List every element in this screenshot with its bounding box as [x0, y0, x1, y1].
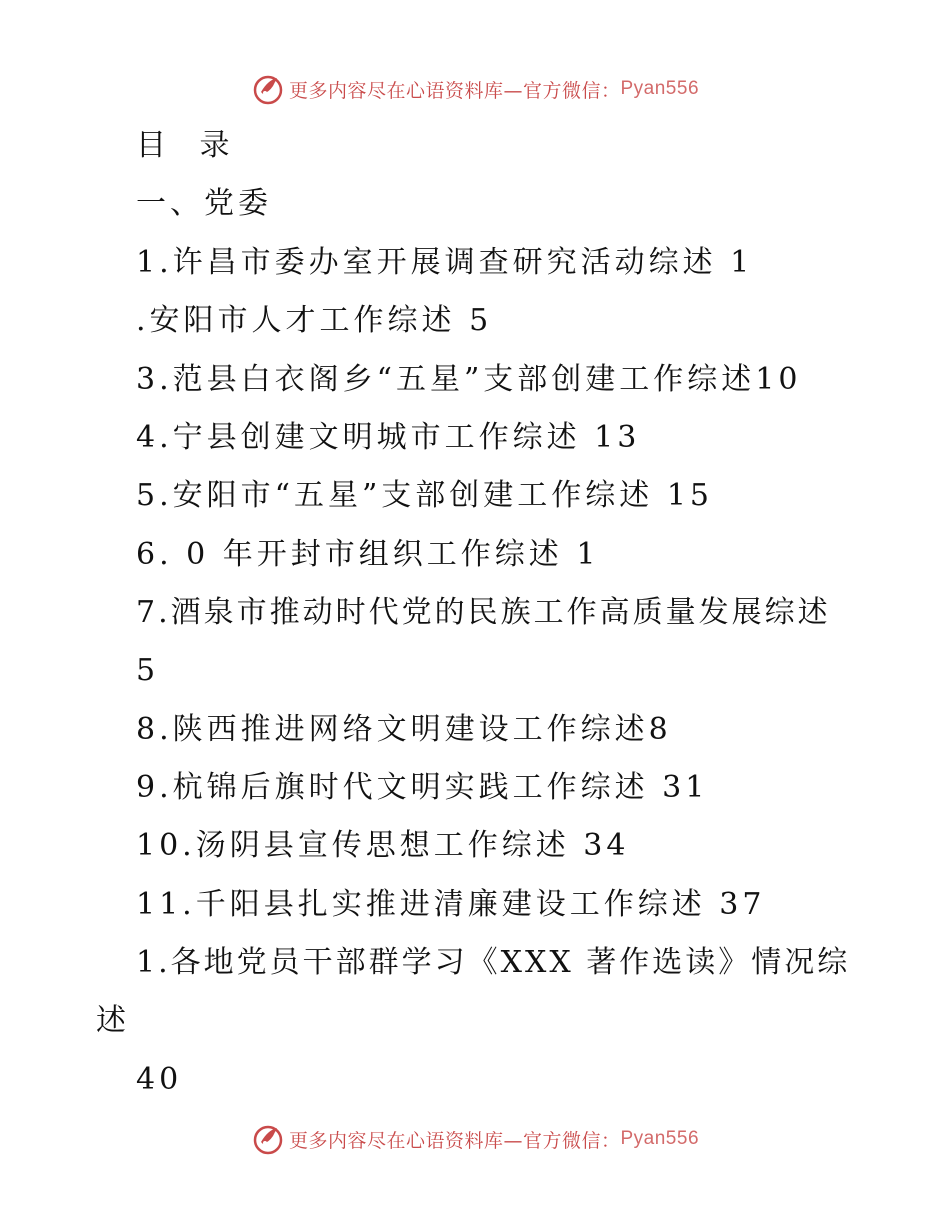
toc-item: 3.范县白衣阁乡“五星”支部创建工作综述10 — [136, 362, 802, 397]
watermark-wechat-id: Pyan556 — [620, 1128, 700, 1149]
toc-item: 9.杭锦后旗时代文明实践工作综述 31 — [136, 770, 709, 805]
toc-item: 10.汤阴县宣传思想工作综述 34 — [136, 828, 630, 863]
toc-item: 1.许昌市委办室开展调查研究活动综述 1 — [136, 245, 754, 280]
toc-item: 5.安阳市“五星”支部创建工作综述 15 — [136, 478, 714, 513]
toc-item: 1.各地党员干部群学习《XXX 著作选读》情况综 — [136, 945, 851, 980]
toc-item-continuation: 5 — [136, 653, 160, 688]
toc-item: 8.陕西推进网络文明建设工作综述8 — [136, 712, 672, 747]
watermark-text: 更多内容尽在心语资料库—官方微信： — [288, 1129, 621, 1152]
pen-logo-icon — [251, 1122, 285, 1156]
toc-item-continuation: 述 — [96, 1003, 130, 1038]
toc-title: 目 录 — [136, 128, 242, 163]
toc-item: 4.宁县创建文明城市工作综述 13 — [136, 420, 641, 455]
watermark-text: 更多内容尽在心语资料库—官方微信： — [288, 79, 621, 102]
toc-item: .安阳市人才工作综述 5 — [136, 303, 493, 338]
toc-item: 11.千阳县扎实推进清廉建设工作综述 37 — [136, 887, 766, 922]
toc-item: 6. 0 年开封市组织工作综述 1 — [136, 537, 600, 572]
toc-item: 7.酒泉市推动时代党的民族工作高质量发展综述 — [136, 595, 831, 630]
toc-page-number: 40 — [136, 1062, 183, 1097]
watermark-wechat-id: Pyan556 — [620, 78, 700, 99]
toc-section-heading: 一、党委 — [136, 186, 272, 221]
watermark-footer — [0, 1122, 950, 1156]
